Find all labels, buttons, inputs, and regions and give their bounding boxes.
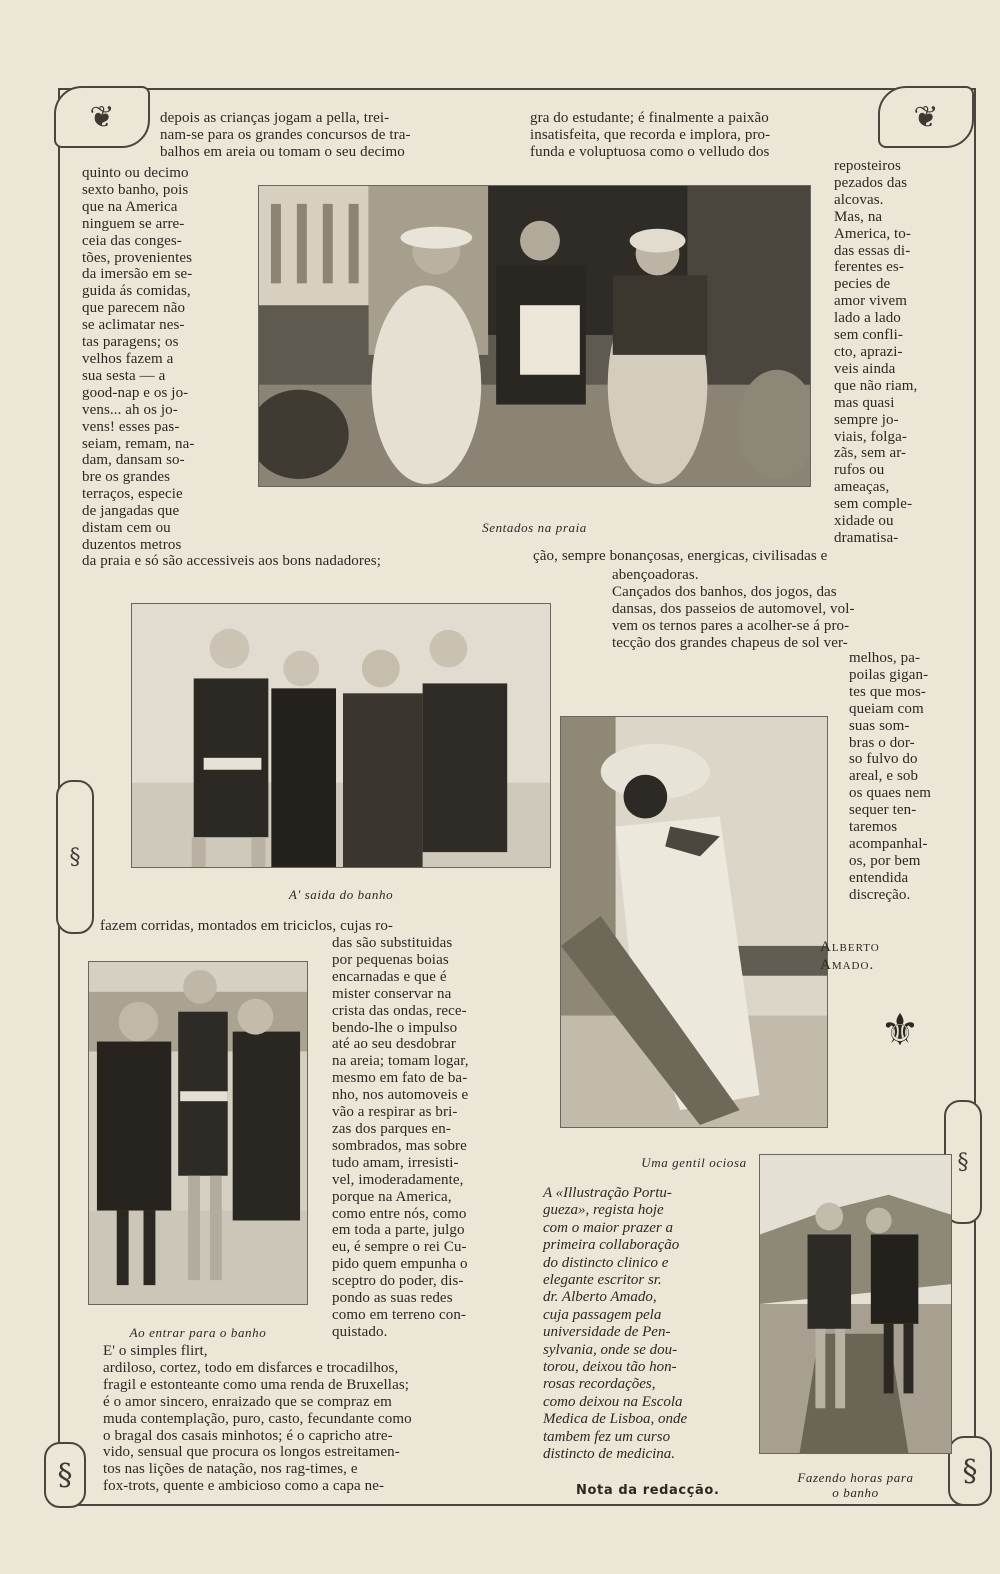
article-column-center: das são substituidas por pequenas boias encarnadas e que é mister conservar na crista das ondas, rece- bendo-lhe o impulso até ao seu desdobrar na areia; tomam logar, mesmo em fato de ba- nho, nos automoveis e vão a respirar as bri- zas dos parques en- sombrados, mas sobre tudo amam, irresisti- vel, imoderadamente, porque na America, como entre nós, como em toda a parte, julgo eu, é sempre o rei Cu- pido quem empunha o sceptro do poder, dis- pondo as suas redes como em terreno con- quistado. xyxy=(332,935,469,1340)
caption-uma-gentil-ociosa: Uma gentil ociosa xyxy=(641,1155,747,1170)
article-column-far-right: melhos, pa- poilas gigan- tes que mos- queiam com suas som- bras o dor- so fulvo do areal, e sob os quaes nem sequer ten- taremos acompanhal- os, por bem entendida discreção. xyxy=(849,650,932,903)
photo-sentados-na-praia xyxy=(258,185,811,487)
corner-ornament-top-right-icon: ❦ xyxy=(878,86,974,148)
photo-saida-do-banho xyxy=(131,603,551,868)
article-middle-right: abençoadoras. Cançados dos banhos, dos jogos, das dansas, dos passeios de automovel, vol- vem os ternos pares a acolher-se á pro- tecção dos grandes chapeus de sol ver- xyxy=(612,567,855,651)
corner-ornament-top-left-icon: ❦ xyxy=(54,86,150,148)
author-signature: Alberto Amado. xyxy=(820,939,880,973)
caption-sentados-na-praia: Sentados na praia xyxy=(482,520,587,535)
article-line-cao: ção, sempre bonançosas, energicas, civilisadas e xyxy=(533,548,828,564)
caption-saida-do-banho: A' saida do banho xyxy=(288,887,394,902)
photo-fazendo-horas-para-o-banho xyxy=(759,1154,952,1454)
article-column-right-top: reposteiros pezados das alcovas. Mas, na America, to- das essas di- ferentes es- pecies de amor vivem lado a lado sem confli- cto, aprazi- veis ainda que não riam, mas quasi sempre jo- viais, folga- zãs, sem ar- rufos ou ameaças, sem comple- xidade ou dramatisa- xyxy=(834,158,918,546)
article-final-paragraph: E' o simples flirt, ardiloso, cortez, todo em disfarces e trocadilhos, fragil e estonteante como uma renda de Bruxellas; é o amor sincero, enraizado que se compraz em muda contemplação, puro, casto, fecundante como o bragal dos casais minhotos; é o capricho atre- vido, sensual que procura os longos estreitamen- tos nas lições de natação, nos rag-times, e fox-trots, quente e ambicioso como a capa ne- xyxy=(103,1343,412,1495)
side-ornament-left-icon: § xyxy=(56,780,94,934)
caption-ao-entrar-para-o-banho: Ao entrar para o banho xyxy=(129,1325,267,1340)
article-intro-left: depois as crianças jogam a pella, trei- nam-se para os grandes concursos de tra- balhos em areia ou tomam o seu decimo xyxy=(160,110,411,160)
article-column-left: quinto ou decimo sexto banho, pois que na America ninguem se arre- ceia das conges- tões, provenientes da imersão em se- guida ás comidas, que parecem não se aclimatar nes- tas paragens; os velhos fazem a sua sesta — a good-nap e os jo- vens... ah os jo- vens! esses pas- seiam, remam, na- dam, dansam so- bre os grandes terraços, especie de jangadas que distam cem ou duzentos metros xyxy=(82,165,195,553)
article-line-praia: da praia e só são accessiveis aos bons nadadores; xyxy=(82,553,381,569)
editor-note-signature: Nota da redacção. xyxy=(576,1483,720,1498)
article-intro-right: gra do estudante; é finalmente a paixão insatisfeita, que recorda e implora, pro- funda e voluptuosa como o velludo dos xyxy=(530,110,771,160)
photo-uma-gentil-ociosa xyxy=(560,716,828,1128)
corner-ornament-bottom-right-icon: § xyxy=(948,1436,992,1506)
photo-ao-entrar-para-o-banho xyxy=(88,961,308,1305)
side-ornament-right-icon: § xyxy=(944,1100,982,1224)
fleuron-icon: ⚜ xyxy=(880,1004,920,1056)
caption-fazendo-horas-para-o-banho: Fazendo horas para o banho xyxy=(797,1470,914,1500)
article-lower-first-line: fazem corridas, montados em triciclos, cujas ro- xyxy=(100,918,394,934)
editor-note: A «Illustração Portu- gueza», regista hoje com o maior prazer a primeira collaboração do distincto clinico e elegante escritor sr. dr. Alberto Amado, cuja passagem pela universidade de Pen- sylvania, onde se dou- torou, deixou tão hon- rosas recordações, como deixou na Escola Medica de Lisboa, onde tambem fez um curso distincto de medicina. xyxy=(543,1185,688,1463)
corner-ornament-bottom-left-icon: § xyxy=(44,1442,86,1508)
